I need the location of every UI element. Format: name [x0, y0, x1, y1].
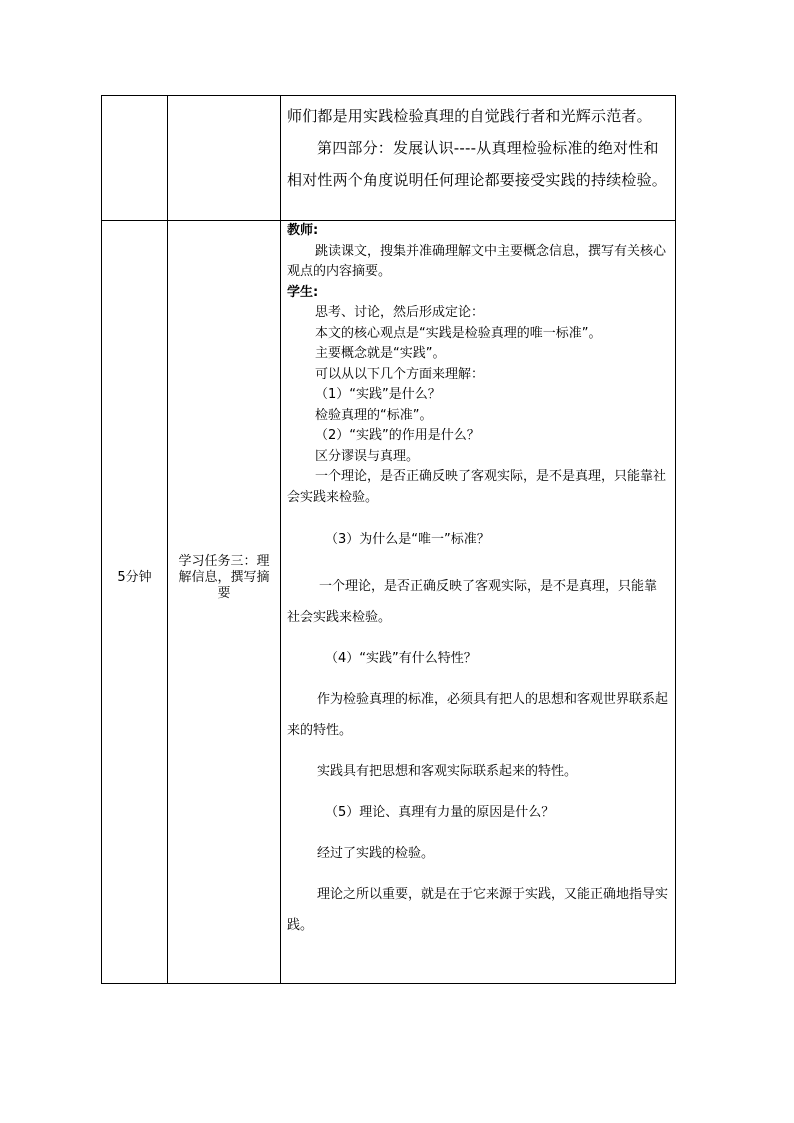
time-cell	[102, 221, 168, 984]
task-cell	[168, 96, 281, 221]
task-label: 学习任务三：理解信息，撰写摘要	[178, 554, 270, 601]
question-4: （4）“实践”有什么特性？	[325, 651, 477, 666]
student-label: 学生:	[287, 284, 319, 300]
answer-5-detail: 理论之所以重要，就是在于它来源于实践，又能正确地指导实践。	[287, 887, 669, 933]
question-2: （2）“实践”的作用是什么？	[315, 428, 480, 443]
answer-4: 作为检验真理的标准，必须具有把人的思想和客观世界联系起来的特性。	[287, 692, 669, 738]
student-line: 思考、讨论，然后形成定论：	[315, 305, 485, 320]
question-5: （5）理论、真理有力量的原因是什么？	[325, 805, 555, 820]
question-1: （1）“实践”是什么？	[315, 387, 441, 402]
table-row	[102, 221, 676, 984]
content-cell	[281, 96, 676, 221]
answer-4-detail: 实践具有把思想和客观实际联系起来的特性。	[317, 764, 578, 779]
question-3: （3）为什么是“唯一”标准？	[325, 532, 490, 547]
content-paragraph: 第四部分：发展认识----从真理检验标准的绝对性和相对性两个角度说明任何理论都要接受实践的持续检验。	[287, 139, 668, 189]
answer-1: 检验真理的“标准”。	[315, 407, 433, 423]
table-row	[102, 96, 676, 221]
content-cell	[281, 221, 676, 984]
lesson-plan-table	[101, 95, 676, 984]
teacher-label: 教师:	[287, 223, 319, 238]
answer-2: 区分谬误与真理。	[315, 448, 420, 464]
student-line: 主要概念就是“实践”。	[315, 346, 446, 361]
answer-2-detail: 一个理论，是否正确反映了客观实际，是不是真理，只能靠社会实践来检验。	[287, 469, 667, 505]
teacher-text: 跳读课文，搜集并准确理解文中主要概念信息，撰写有关核心观点的内容摘要。	[287, 243, 667, 279]
time-cell	[102, 96, 168, 221]
student-line: 本文的核心观点是“实践是检验真理的唯一标准”。	[315, 325, 602, 341]
answer-5: 经过了实践的检验。	[317, 846, 435, 861]
time-label: 5分钟	[117, 570, 152, 585]
task-cell	[168, 221, 281, 984]
answer-3: 一个理论，是否正确反映了客观实际，是不是真理，只能靠社会实践来检验。	[287, 579, 658, 625]
content-line: 师们都是用实践检验真理的自觉践行者和光辉示范者。	[287, 107, 652, 125]
student-line: 可以从以下几个方面来理解：	[315, 366, 485, 382]
